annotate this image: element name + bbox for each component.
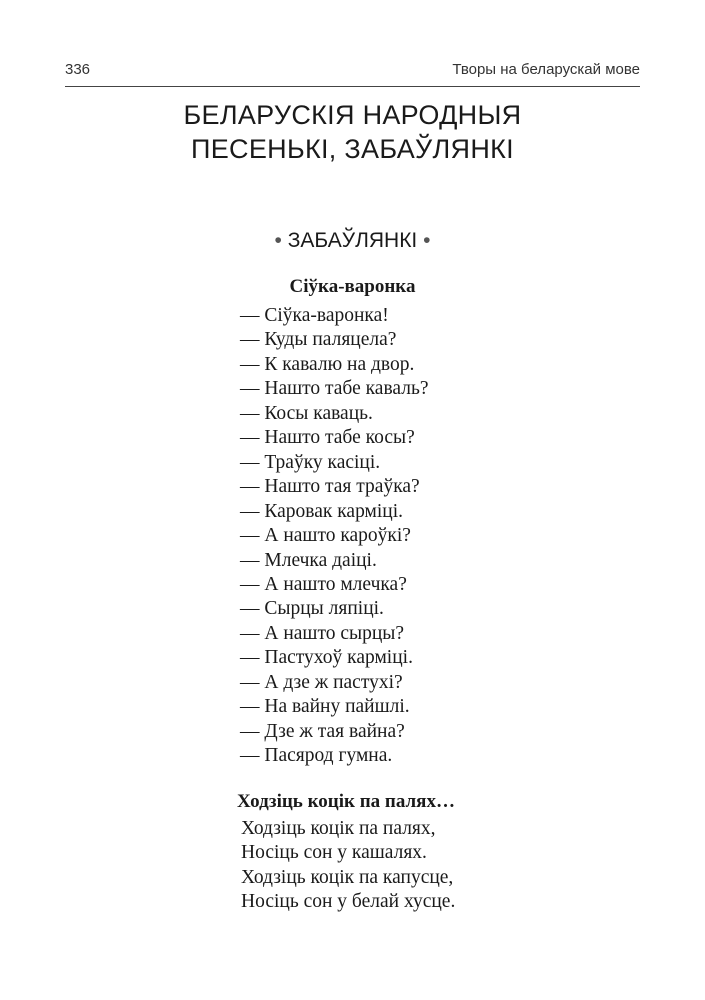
poem-line: — А нашто кароўкі? — [240, 525, 411, 547]
poem-line: — А нашто млечка? — [240, 573, 407, 595]
poem-line: — Дзе ж тая вайна? — [240, 720, 405, 742]
poem-line: — Нашто тая траўка? — [240, 476, 420, 498]
poem-title: Сіўка-варонка — [289, 276, 416, 297]
section-label: ЗАБАЎЛЯНКІ — [287, 229, 418, 252]
poem-line: — Косы каваць. — [240, 402, 373, 424]
poem-line: — На вайну пайшлі. — [240, 696, 410, 718]
page-number: 336 — [65, 61, 91, 78]
poem-line: — Пасярод гумна. — [240, 745, 393, 767]
poem-line: — Сырцы ляпіці. — [240, 598, 384, 620]
poem-body — [241, 817, 455, 915]
poem-body — [240, 304, 429, 769]
poem-line: — Млечка даіці. — [240, 549, 377, 571]
poem-line: — Траўку касіці. — [240, 451, 381, 473]
title-line-1: БЕЛАРУСКІЯ НАРОДНЫЯ — [183, 100, 522, 130]
poem-line: Носіць сон у кашалях. — [241, 842, 427, 864]
poem-line: Носіць сон у белай хусце. — [241, 891, 456, 913]
poem-line: — К кавалю на двор. — [240, 353, 415, 375]
poem-line: — А нашто сырцы? — [240, 622, 405, 644]
poem-line: — Пастухоў карміці. — [240, 647, 413, 669]
poem-line: — А дзе ж пастухі? — [240, 671, 403, 693]
poem-line: — Нашто табе косы? — [240, 427, 415, 449]
poem-line: Ходзіць коцік па палях, — [241, 818, 436, 839]
bullet-icon: • — [423, 229, 431, 252]
poem-line: — Каровак карміці. — [240, 500, 404, 522]
page-title — [0, 98, 705, 166]
header-rule — [65, 86, 640, 87]
poem-line: — Куды паляцела? — [240, 329, 397, 351]
poem-title: Ходзіць коцік па палях… — [237, 791, 455, 812]
running-title: Творы на беларускай мове — [452, 61, 640, 78]
bullet-icon: • — [274, 229, 282, 252]
running-header — [65, 61, 640, 83]
poem-line: — Сіўка-варонка! — [240, 305, 389, 326]
poem-line: Ходзіць коцік па капусце, — [241, 866, 454, 888]
title-line-2: ПЕСЕНЬКІ, ЗАБАЎЛЯНКІ — [191, 134, 514, 164]
section-heading — [0, 229, 705, 253]
poem-line: — Нашто табе каваль? — [240, 378, 429, 400]
